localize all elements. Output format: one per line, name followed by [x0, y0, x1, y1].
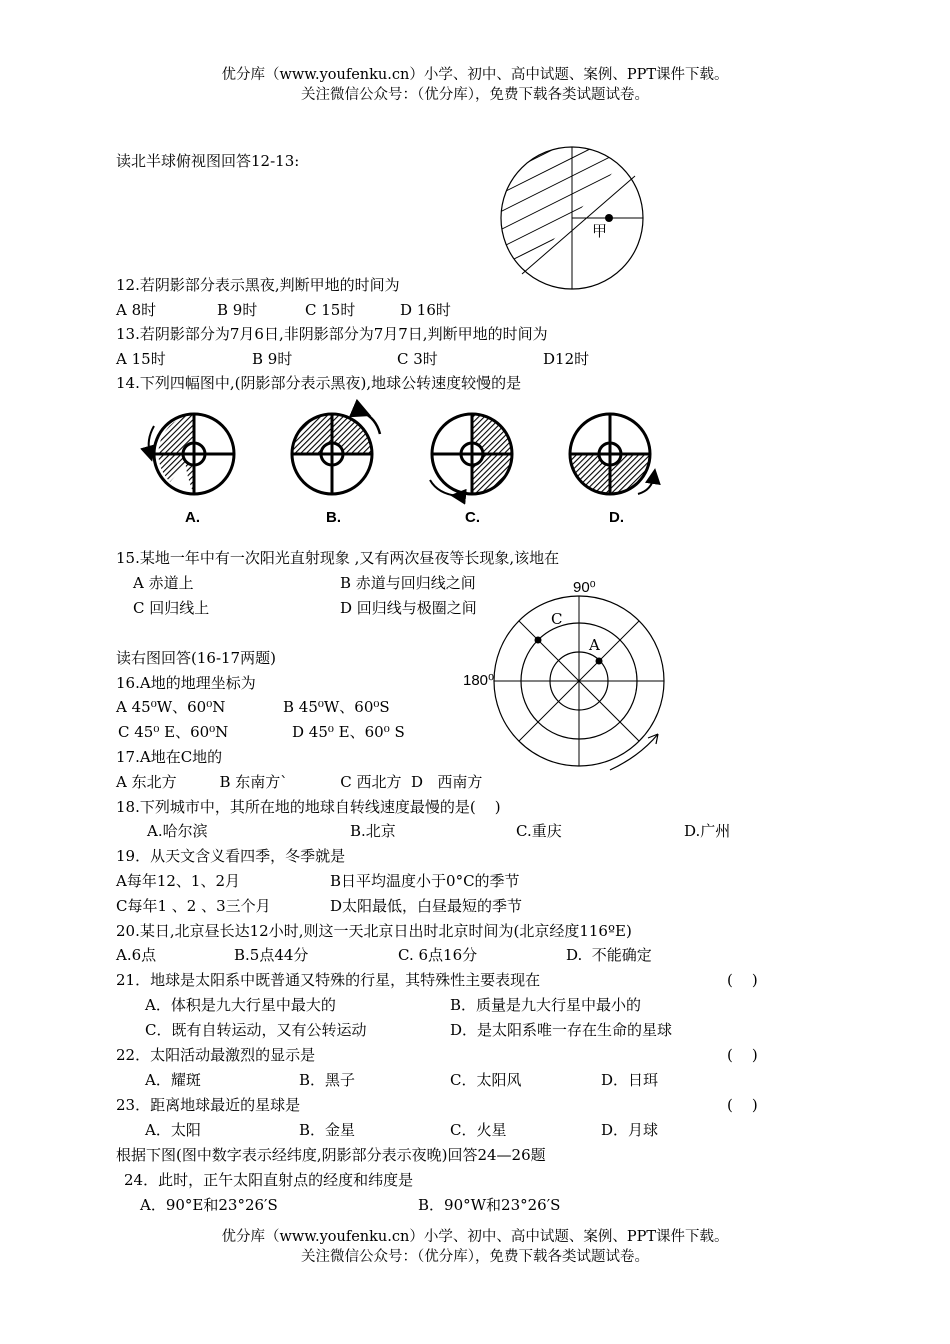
q15-option-d: D 回归线与极圈之间 [340, 599, 477, 617]
q12-option-c: C 15时 [305, 301, 356, 319]
q16-option-b: B 45⁰W、60⁰S [283, 698, 390, 716]
point-a [596, 658, 603, 665]
q20-option-b: B.5点44分 [234, 946, 309, 964]
q12-option-d: D 16时 [400, 301, 451, 319]
q21-option-c: C．既有自转运动，又有公转运动 [145, 1021, 367, 1039]
q22-option-b: B．黑子 [299, 1071, 356, 1089]
diagram-c [430, 414, 512, 496]
q23-answer-bracket: ( ) [727, 1096, 758, 1114]
figure-polar-projection [490, 596, 670, 776]
q14-label-a: A. [185, 509, 200, 526]
q16-option-c: C 45⁰ E、60⁰N [118, 723, 229, 741]
q18-stem: 18.下列城市中，其所在地的地球自转线速度最慢的是( ) [116, 798, 501, 816]
q19-option-d: D太阳最低，白昼最短的季节 [330, 897, 523, 915]
q13-option-c: C 3时 [397, 350, 438, 368]
q19-option-a: A每年12、1、2月 [116, 872, 241, 890]
q20-option-d: D. 不能确定 [566, 946, 652, 964]
q21-stem: 21．地球是太阳系中既普通又特殊的行星，其特殊性主要表现在 [116, 971, 541, 989]
q20-stem: 20.某日,北京昼长达12小时,则这一天北京日出时北京时间为(北京经度116ºE) [116, 922, 632, 940]
q23-option-b: B．金星 [299, 1121, 356, 1139]
diagram-d [570, 414, 654, 494]
header-line-1: 优分库（www.youfenku.cn）小学、初中、高中试题、案例、PPT课件下载。 [221, 67, 729, 83]
point-c [535, 637, 542, 644]
q23-option-c: C．火星 [450, 1121, 507, 1139]
diagram-b [292, 412, 380, 494]
label-lon-180: 180⁰ [463, 672, 495, 689]
q22-answer-bracket: ( ) [727, 1046, 758, 1064]
q13-option-b: B 9时 [252, 350, 293, 368]
q17-stem: 17.A地在C地的 [116, 748, 223, 766]
q12-stem: 12.若阴影部分表示黑夜,判断甲地的时间为 [116, 276, 400, 294]
q15-option-a: A 赤道上 [133, 574, 194, 592]
figure-q14-orbit-diagrams [140, 404, 680, 534]
q21-option-a: A．体积是九大行星中最大的 [145, 996, 336, 1014]
q16-stem: 16.A地的地理坐标为 [116, 674, 256, 692]
q16-option-a: A 45⁰W、60⁰N [116, 698, 226, 716]
q23-stem: 23．距离地球最近的星球是 [116, 1096, 301, 1114]
q21-answer-bracket: ( ) [727, 971, 758, 989]
q14-stem: 14.下列四幅图中,(阴影部分表示黑夜),地球公转速度较慢的是 [116, 374, 522, 392]
q24-option-b: B．90°W和23°26′S [418, 1196, 561, 1214]
q13-stem: 13.若阴影部分为7月6日,非阴影部分为7月7日,判断甲地的时间为 [116, 325, 548, 343]
q18-option-c: C.重庆 [516, 822, 562, 840]
intro-16-17: 读右图回答(16-17两题) [116, 649, 276, 667]
q19-stem: 19．从天文含义看四季，冬季就是 [116, 847, 346, 865]
q18-option-b: B.北京 [350, 822, 396, 840]
q14-label-b: B. [326, 509, 341, 526]
footer-line-1: 优分库（www.youfenku.cn）小学、初中、高中试题、案例、PPT课件下载。 [221, 1229, 729, 1245]
label-point-a: A [589, 636, 600, 654]
q12-option-a: A 8时 [116, 301, 157, 319]
q13-option-a: A 15时 [116, 350, 166, 368]
q20-option-a: A.6点 [116, 946, 157, 964]
header-line-2: 关注微信公众号：（优分库），免费下载各类试题试卷。 [301, 87, 649, 103]
q23-option-a: A．太阳 [145, 1121, 201, 1139]
figure-northern-hemisphere-view [500, 146, 645, 291]
q24-option-a: A．90°E和23°26′S [140, 1196, 278, 1214]
q15-option-c: C 回归线上 [133, 599, 210, 617]
q12-option-b: B 9时 [217, 301, 258, 319]
intro-24-26: 根据下图(图中数字表示经纬度,阴影部分表示夜晚)回答24—26题 [116, 1146, 546, 1164]
q22-option-d: D．日珥 [601, 1071, 659, 1089]
q23-option-d: D．月球 [601, 1121, 659, 1139]
q22-stem: 22．太阳活动最激烈的显示是 [116, 1046, 316, 1064]
q14-label-d: D. [609, 509, 624, 526]
q15-stem: 15.某地一年中有一次阳光直射现象 ,又有两次昼夜等长现象,该地在 [116, 549, 560, 567]
q19-option-b: B日平均温度小于0°C的季节 [330, 872, 520, 890]
q18-option-a: A.哈尔滨 [147, 822, 208, 840]
q17-options: A 东北方 B 东南方` C 西北方 D 西南方 [116, 773, 483, 791]
q16-option-d: D 45⁰ E、60⁰ S [292, 723, 405, 741]
q24-stem: 24．此时，正午太阳直射点的经度和纬度是 [124, 1171, 414, 1189]
intro-12-13: 读北半球俯视图回答12-13: [116, 152, 300, 170]
label-jia: 甲 [592, 222, 608, 240]
q14-label-c: C. [465, 509, 480, 526]
q18-option-d: D.广州 [684, 822, 731, 840]
label-lon-90: 90⁰ [573, 579, 596, 596]
q19-option-c: C每年1 、2 、3三个月 [116, 897, 271, 915]
q22-option-c: C．太阳风 [450, 1071, 522, 1089]
q22-option-a: A．耀斑 [145, 1071, 201, 1089]
q21-option-b: B．质量是九大行星中最小的 [450, 996, 642, 1014]
q20-option-c: C. 6点16分 [398, 946, 478, 964]
q13-option-d: D12时 [543, 350, 590, 368]
q15-option-b: B 赤道与回归线之间 [340, 574, 476, 592]
diagram-a [149, 414, 234, 494]
footer-line-2: 关注微信公众号：（优分库），免费下载各类试题试卷。 [301, 1249, 649, 1265]
label-point-c: C [551, 610, 563, 628]
q21-option-d: D．是太阳系唯一存在生命的星球 [450, 1021, 673, 1039]
